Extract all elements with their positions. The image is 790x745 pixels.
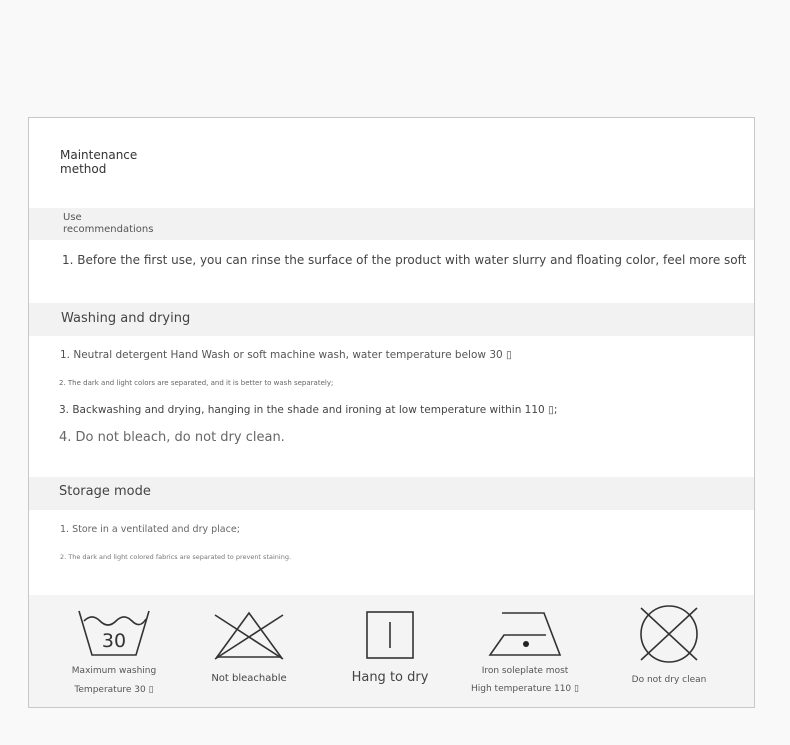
title-line: Maintenance — [60, 148, 138, 162]
hang-to-dry-symbol — [340, 610, 440, 685]
washtub-icon — [74, 607, 154, 659]
washing-section-title: Washing and drying — [61, 311, 191, 326]
dryclean-label: Do not dry clean — [631, 675, 707, 685]
care-instructions-card — [28, 117, 755, 708]
no-bleach-icon — [211, 609, 287, 661]
hang-dry-icon — [365, 610, 415, 662]
no-dry-clean-icon — [637, 603, 701, 665]
iron-label-line: Iron soleplate most — [481, 666, 569, 676]
washing-item: 4. Do not bleach, do not dry clean. — [59, 430, 285, 445]
storage-item: 2. The dark and light colored fabrics are separated to prevent staining. — [60, 553, 292, 561]
iron-icon — [488, 609, 562, 659]
storage-item: 1. Store in a ventilated and dry place; — [60, 524, 240, 535]
iron-symbol — [465, 609, 585, 695]
bleach-label: Not bleachable — [211, 673, 287, 684]
iron-label-line: High temperature 110 ▯ — [471, 684, 579, 694]
wash-label-line: Maximum washing — [71, 666, 157, 676]
no-dry-clean-symbol — [619, 603, 719, 686]
not-bleachable-symbol — [199, 609, 299, 684]
storage-section-title: Storage mode — [59, 484, 151, 499]
wash-temperature-number: 30 — [101, 630, 127, 652]
wash-30-symbol — [59, 607, 169, 696]
washing-item: 2. The dark and light colors are separated, and it is better to wash separately; — [59, 379, 334, 387]
use-recommendation-line: 1. Before the first use, you can rinse the surface of the product with water slurry and floating color, feel more soft — [62, 253, 747, 267]
washing-item: 1. Neutral detergent Hand Wash or soft machine wash, water temperature below 30 ▯ — [60, 349, 512, 361]
use-recommendations-title — [63, 212, 183, 236]
title-line: Use — [63, 212, 82, 223]
care-symbols-row — [29, 595, 754, 708]
maintenance-method-title — [60, 148, 180, 176]
hang-label: Hang to dry — [351, 670, 429, 685]
title-line: method — [60, 162, 107, 176]
wash-label-line: Temperature 30 ▯ — [74, 685, 154, 695]
title-line: recommendations — [63, 224, 154, 235]
washing-item: 3. Backwashing and drying, hanging in the shade and ironing at low temperature within 110 ▯; — [59, 404, 558, 416]
